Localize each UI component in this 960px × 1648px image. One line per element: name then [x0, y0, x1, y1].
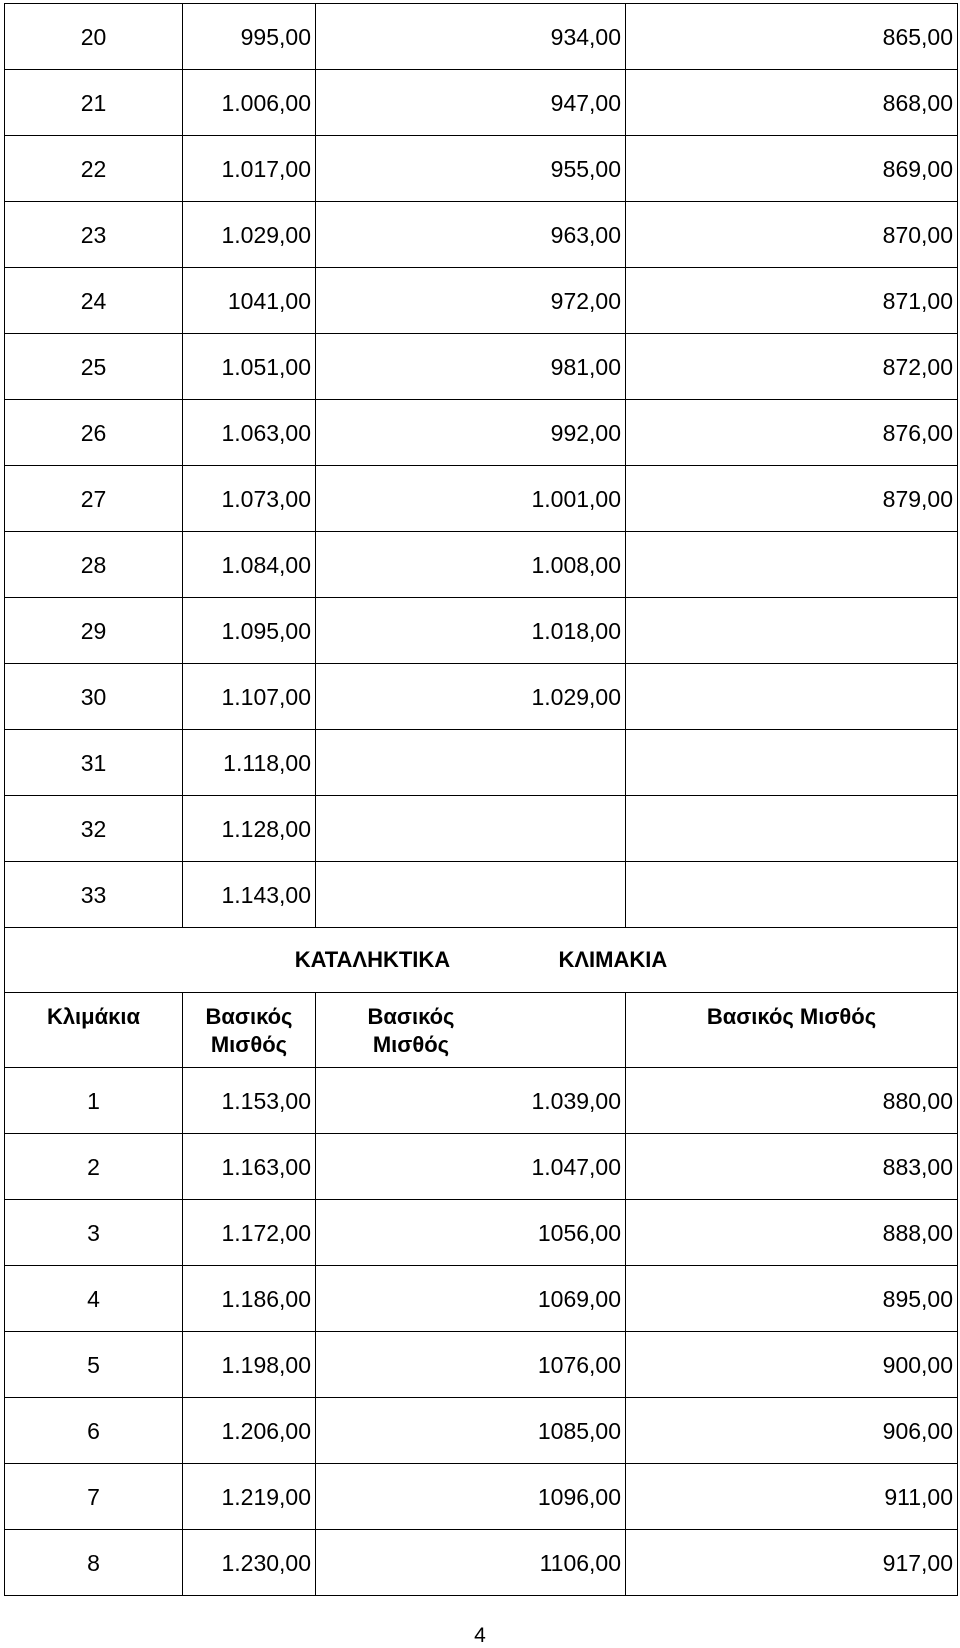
step-cell: 33: [5, 862, 183, 928]
step-cell: 20: [5, 4, 183, 70]
header-col-a: Βασικός Μισθός: [183, 993, 316, 1068]
value-a-cell: 1041,00: [183, 268, 316, 334]
value-b-cell: 981,00: [316, 334, 626, 400]
value-b-cell: 1085,00: [316, 1398, 626, 1464]
value-c-cell: [626, 862, 958, 928]
value-c-cell: 888,00: [626, 1200, 958, 1266]
value-b-cell: 1.039,00: [316, 1068, 626, 1134]
value-c-cell: 869,00: [626, 136, 958, 202]
step-cell: 7: [5, 1464, 183, 1530]
step-cell: 1: [5, 1068, 183, 1134]
table-row: [5, 1398, 958, 1464]
table-row: [5, 1464, 958, 1530]
value-b-cell: 1076,00: [316, 1332, 626, 1398]
value-b-cell: 1096,00: [316, 1464, 626, 1530]
value-a-cell: 995,00: [183, 4, 316, 70]
value-b-cell: [316, 862, 626, 928]
value-c-cell: 911,00: [626, 1464, 958, 1530]
value-b-cell: 963,00: [316, 202, 626, 268]
step-cell: 26: [5, 400, 183, 466]
step-cell: 23: [5, 202, 183, 268]
value-b-cell: 992,00: [316, 400, 626, 466]
value-b-cell: [316, 796, 626, 862]
step-cell: 8: [5, 1530, 183, 1596]
value-a-cell: 1.186,00: [183, 1266, 316, 1332]
value-c-cell: 865,00: [626, 4, 958, 70]
step-cell: 29: [5, 598, 183, 664]
value-c-cell: 879,00: [626, 466, 958, 532]
value-b-cell: 1.018,00: [316, 598, 626, 664]
value-c-cell: [626, 598, 958, 664]
header-col-c: Βασικός Μισθός: [626, 993, 958, 1068]
value-a-cell: 1.219,00: [183, 1464, 316, 1530]
value-b-cell: 1.029,00: [316, 664, 626, 730]
value-c-cell: 883,00: [626, 1134, 958, 1200]
section-header: [5, 928, 958, 1068]
table-row: [5, 1200, 958, 1266]
value-a-cell: 1.107,00: [183, 664, 316, 730]
upper-table-body: [5, 4, 958, 928]
table-row: [5, 1068, 958, 1134]
value-c-cell: 872,00: [626, 334, 958, 400]
value-c-cell: 876,00: [626, 400, 958, 466]
value-c-cell: [626, 730, 958, 796]
value-a-cell: 1.118,00: [183, 730, 316, 796]
value-a-cell: 1.198,00: [183, 1332, 316, 1398]
table-row: [5, 796, 958, 862]
value-a-cell: 1.084,00: [183, 532, 316, 598]
value-b-cell: 972,00: [316, 268, 626, 334]
table-row: [5, 202, 958, 268]
value-c-cell: [626, 664, 958, 730]
value-b-cell: 1.008,00: [316, 532, 626, 598]
section-title-row: [5, 928, 958, 993]
value-c-cell: 880,00: [626, 1068, 958, 1134]
table-row: [5, 4, 958, 70]
step-cell: 2: [5, 1134, 183, 1200]
table-row: [5, 1266, 958, 1332]
header-steps: Κλιμάκια: [5, 993, 183, 1068]
table-row: [5, 70, 958, 136]
step-cell: 32: [5, 796, 183, 862]
step-cell: 22: [5, 136, 183, 202]
value-a-cell: 1.143,00: [183, 862, 316, 928]
step-cell: 24: [5, 268, 183, 334]
value-a-cell: 1.029,00: [183, 202, 316, 268]
value-b-cell: 947,00: [316, 70, 626, 136]
value-b-cell: 1056,00: [316, 1200, 626, 1266]
value-c-cell: 870,00: [626, 202, 958, 268]
step-cell: 3: [5, 1200, 183, 1266]
value-a-cell: 1.073,00: [183, 466, 316, 532]
salary-scale-table: [4, 3, 958, 1596]
step-cell: 31: [5, 730, 183, 796]
value-a-cell: 1.172,00: [183, 1200, 316, 1266]
value-a-cell: 1.095,00: [183, 598, 316, 664]
value-c-cell: [626, 796, 958, 862]
table-row: [5, 1134, 958, 1200]
value-a-cell: 1.006,00: [183, 70, 316, 136]
value-c-cell: 917,00: [626, 1530, 958, 1596]
table-row: [5, 136, 958, 202]
value-b-cell: 955,00: [316, 136, 626, 202]
value-b-cell: 1.047,00: [316, 1134, 626, 1200]
section-title-left: ΚΑΤΑΛΗΚΤΙΚΑ: [294, 947, 451, 972]
value-a-cell: 1.153,00: [183, 1068, 316, 1134]
value-c-cell: 871,00: [626, 268, 958, 334]
header-col-b-text: Βασικός Μισθός: [367, 1004, 455, 1057]
value-b-cell: 1.001,00: [316, 466, 626, 532]
table-row: [5, 466, 958, 532]
value-c-cell: 895,00: [626, 1266, 958, 1332]
value-b-cell: [316, 730, 626, 796]
value-a-cell: 1.163,00: [183, 1134, 316, 1200]
value-a-cell: 1.206,00: [183, 1398, 316, 1464]
value-a-cell: 1.051,00: [183, 334, 316, 400]
table-row: [5, 664, 958, 730]
step-cell: 21: [5, 70, 183, 136]
step-cell: 25: [5, 334, 183, 400]
step-cell: 28: [5, 532, 183, 598]
value-c-cell: [626, 532, 958, 598]
table-row: [5, 532, 958, 598]
table-row: [5, 598, 958, 664]
table-row: [5, 268, 958, 334]
value-a-cell: 1.128,00: [183, 796, 316, 862]
step-cell: 27: [5, 466, 183, 532]
value-b-cell: 1069,00: [316, 1266, 626, 1332]
section-title-cell: [5, 928, 958, 993]
value-a-cell: 1.017,00: [183, 136, 316, 202]
value-a-cell: 1.063,00: [183, 400, 316, 466]
table-row: [5, 1332, 958, 1398]
header-col-b: [316, 993, 626, 1068]
step-cell: 30: [5, 664, 183, 730]
step-cell: 6: [5, 1398, 183, 1464]
section-title-right: ΚΛΙΜΑΚΙΑ: [558, 947, 668, 972]
column-header-row: [5, 993, 958, 1068]
step-cell: 5: [5, 1332, 183, 1398]
page-number: 4: [474, 1624, 486, 1647]
value-b-cell: 934,00: [316, 4, 626, 70]
table-row: [5, 1530, 958, 1596]
lower-table-body: [5, 1068, 958, 1596]
step-cell: 4: [5, 1266, 183, 1332]
table-row: [5, 400, 958, 466]
value-c-cell: 906,00: [626, 1398, 958, 1464]
value-a-cell: 1.230,00: [183, 1530, 316, 1596]
table-row: [5, 862, 958, 928]
value-c-cell: 900,00: [626, 1332, 958, 1398]
table-row: [5, 730, 958, 796]
value-c-cell: 868,00: [626, 70, 958, 136]
value-b-cell: 1106,00: [316, 1530, 626, 1596]
table-row: [5, 334, 958, 400]
